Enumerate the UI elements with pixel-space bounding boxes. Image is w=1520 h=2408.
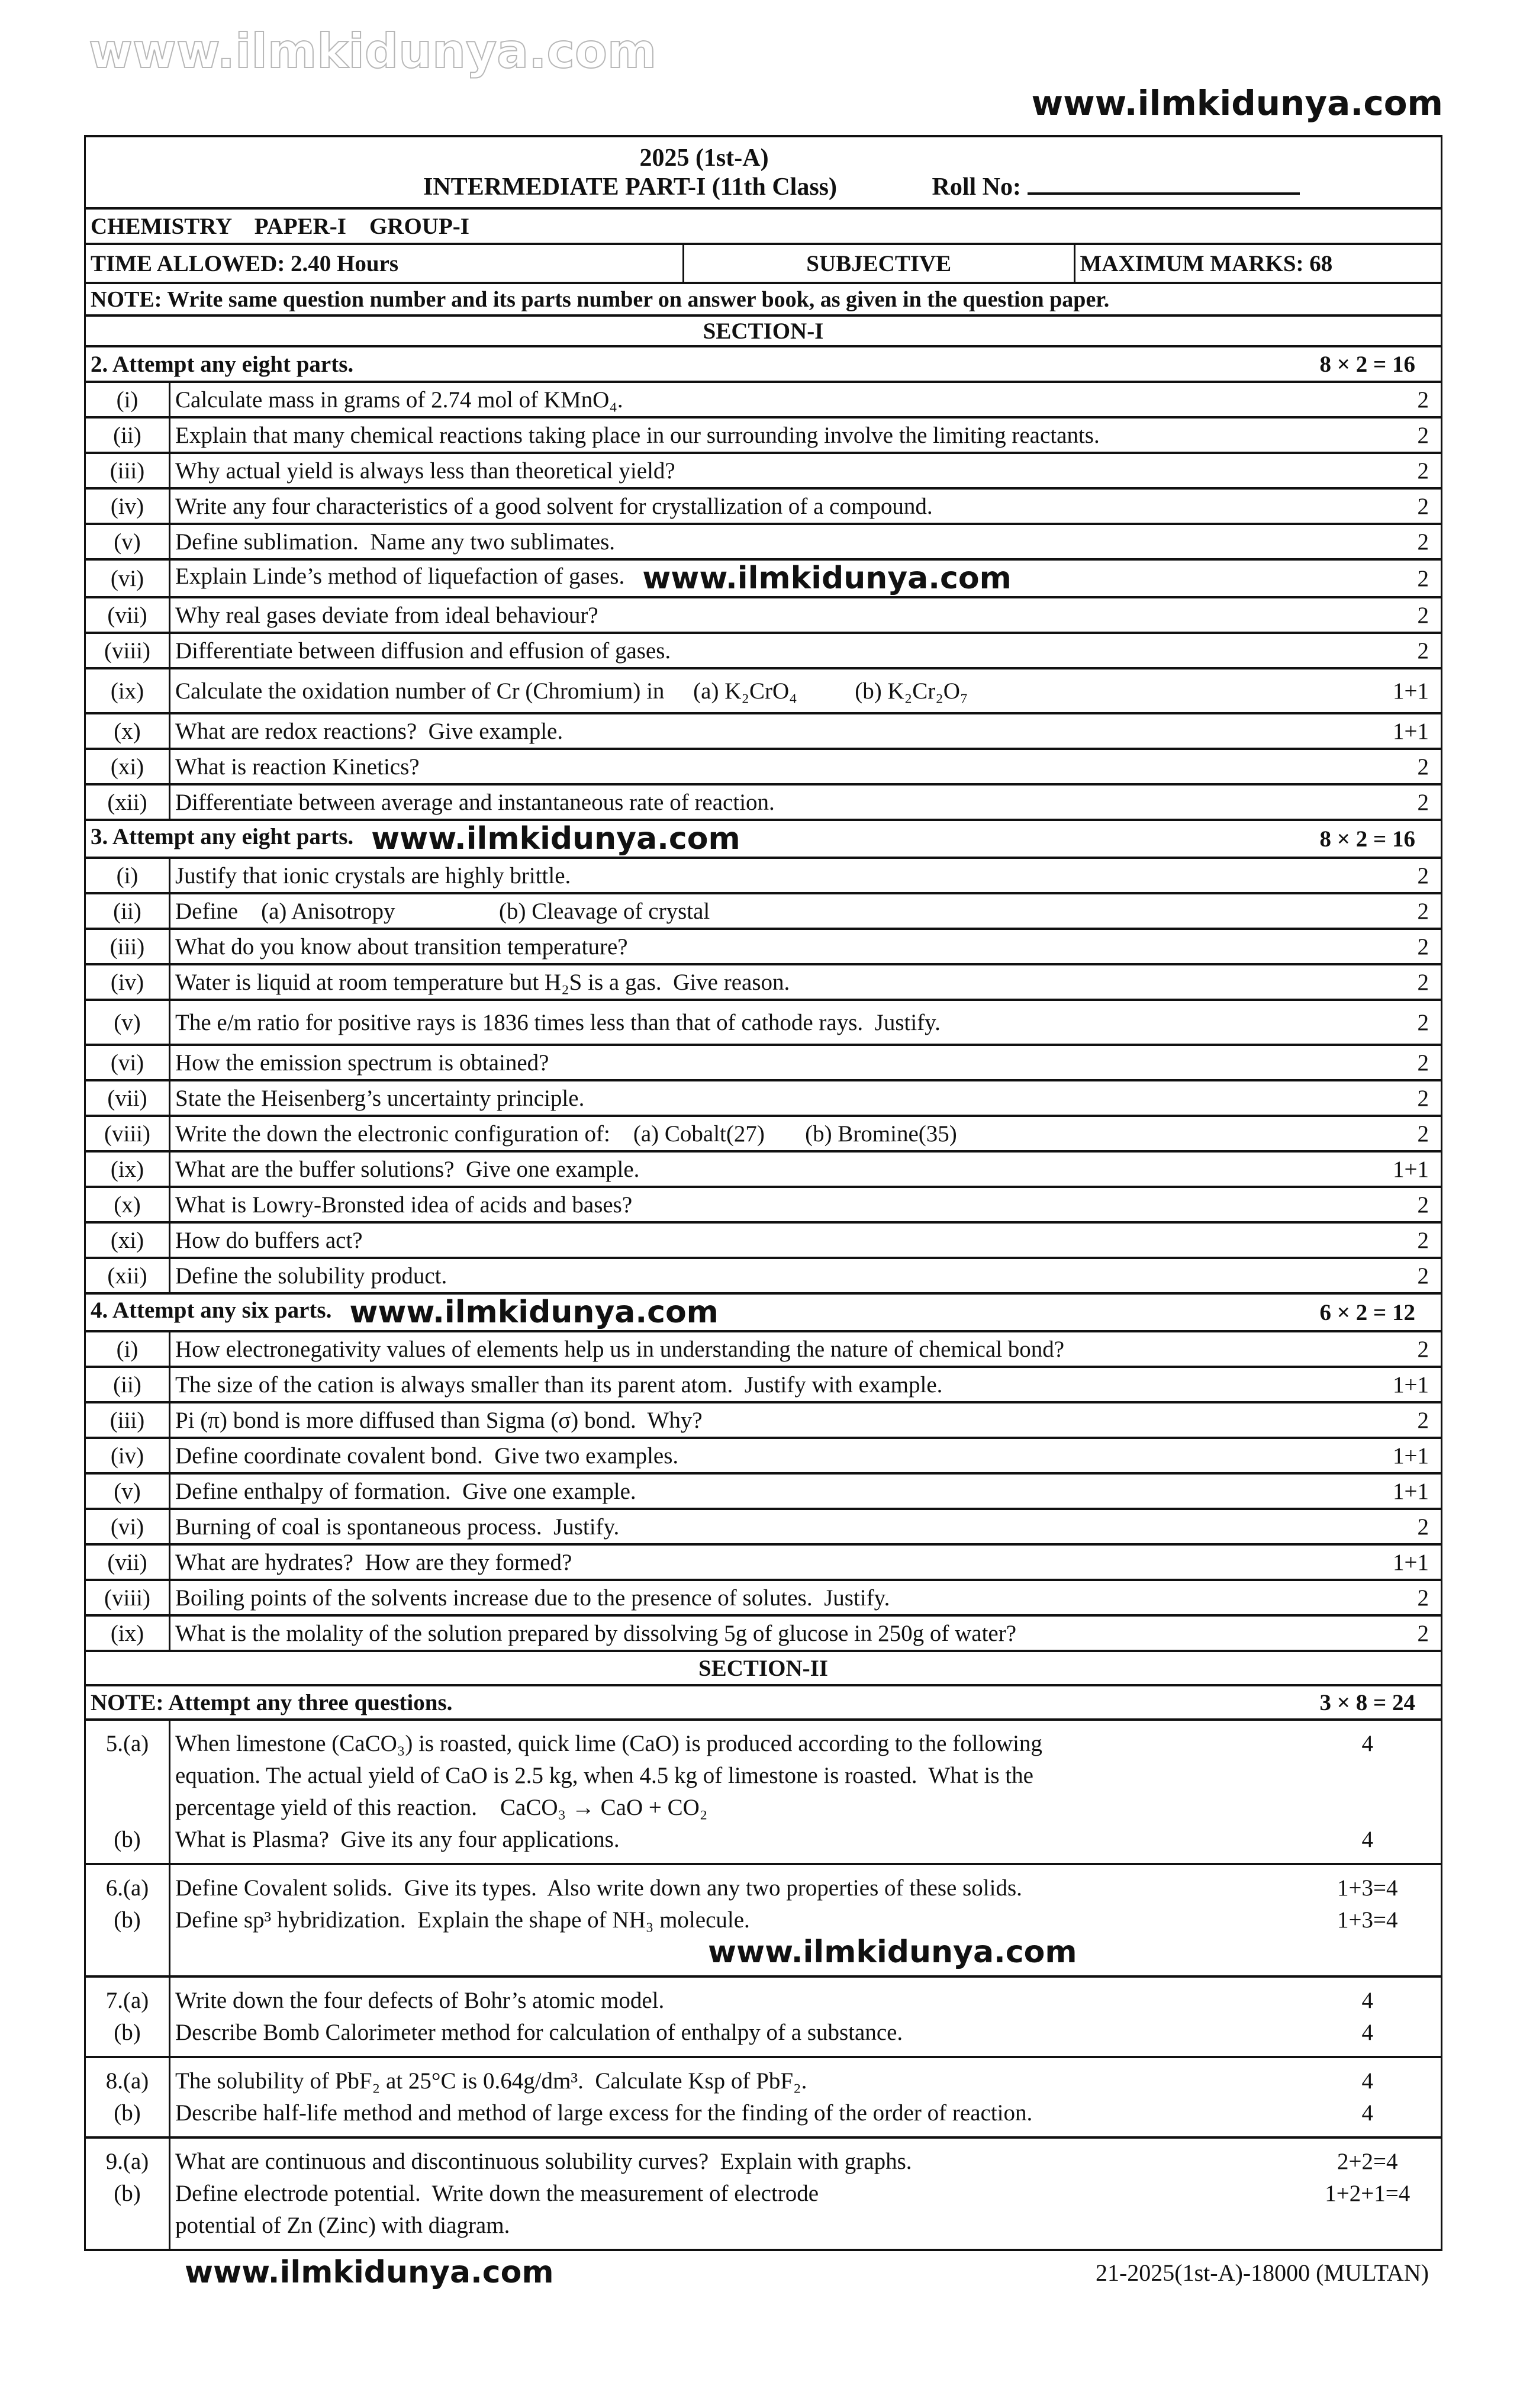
part-marks: 2 <box>1294 1615 1442 1651</box>
part-text: Define the solubility product. <box>175 1263 447 1289</box>
part-marks: 2 <box>1294 1080 1442 1116</box>
question-part <box>85 668 1442 713</box>
question-marks <box>1294 2137 1442 2250</box>
part-text-cell <box>170 382 1294 417</box>
roll-no-field[interactable] <box>1028 172 1300 195</box>
long-question <box>85 2057 1442 2137</box>
part-text: How the emission spectrum is obtained? <box>175 1050 549 1076</box>
part-number: (i) <box>85 858 170 893</box>
part-text: What are the buffer solutions? Give one example. <box>175 1156 640 1182</box>
part-text-cell <box>170 488 1294 524</box>
part-text-cell <box>170 784 1294 820</box>
part-text-cell <box>170 597 1294 633</box>
question-part <box>85 1000 1442 1045</box>
question-marks <box>1294 1720 1442 1864</box>
note: NOTE: Write same question number and its parts number on answer book, as given in the question paper. <box>85 283 1442 316</box>
part-number: (viii) <box>85 1116 170 1151</box>
maximum-marks: MAXIMUM MARKS: 68 <box>1075 244 1442 283</box>
part-text-cell <box>170 1187 1294 1222</box>
question-heading-text: 3. Attempt any eight parts. <box>91 823 354 849</box>
question-part <box>85 749 1442 784</box>
part-number: 7.(a) <box>105 1988 149 2013</box>
part-marks: 2 <box>1294 1187 1442 1222</box>
part-text-cell <box>170 929 1294 964</box>
question-marks: 6 × 2 = 12 <box>1294 1293 1442 1331</box>
part-text: The e/m ratio for positive rays is 1836 times less than that of cathode rays. Justify. <box>175 1009 941 1035</box>
part-marks: 2 <box>1294 382 1442 417</box>
part-text-cell <box>170 633 1294 668</box>
part-number: (b) <box>114 2020 141 2045</box>
question-part <box>85 713 1442 749</box>
part-text: What are hydrates? How are they formed? <box>175 1549 572 1575</box>
part-text-line: What is Plasma? Give its any four applications. <box>175 1827 620 1852</box>
time-allowed: TIME ALLOWED: 2.40 Hours <box>86 245 684 282</box>
part-marks: 2 <box>1294 893 1442 929</box>
question-part <box>85 964 1442 1000</box>
part-marks: 2 <box>1294 1331 1442 1367</box>
part-text: Why actual yield is always less than theoretical yield? <box>175 458 675 484</box>
part-number: (vi) <box>85 1509 170 1544</box>
long-question <box>85 1720 1442 1864</box>
part-marks: 2 <box>1294 964 1442 1000</box>
part-number: (iii) <box>85 453 170 488</box>
question-part <box>85 1367 1442 1402</box>
part-text-cell <box>170 1331 1294 1367</box>
part-marks: 4 <box>1361 1827 1373 1852</box>
part-marks: 2 <box>1294 524 1442 559</box>
question-part <box>85 1258 1442 1293</box>
part-marks: 1+1 <box>1294 668 1442 713</box>
part-marks: 2 <box>1294 1222 1442 1258</box>
part-text-cell <box>170 524 1294 559</box>
part-text: Differentiate between average and instantaneous rate of reaction. <box>175 789 775 815</box>
part-text-cell <box>170 559 1294 597</box>
part-text-cell <box>170 1045 1294 1080</box>
part-text: Water is liquid at room temperature but H₂S is a gas. Give reason. <box>175 969 790 995</box>
part-text: Boiling points of the solvents increase due to the presence of solutes. Justify. <box>175 1585 890 1611</box>
part-marks: 1+2+1=4 <box>1325 2181 1410 2206</box>
question-heading-cell <box>85 1293 1294 1331</box>
part-marks: 2 <box>1294 929 1442 964</box>
question-part <box>85 784 1442 820</box>
part-number: (xii) <box>85 784 170 820</box>
question-heading-cell <box>85 346 1294 382</box>
question-number <box>85 1720 170 1864</box>
question-part <box>85 1080 1442 1116</box>
part-number: (b) <box>114 2181 141 2206</box>
part-marks: 1+1 <box>1294 713 1442 749</box>
part-number: (ix) <box>85 1151 170 1187</box>
question-part <box>85 1509 1442 1544</box>
question-part <box>85 1331 1442 1367</box>
question-heading-text: 4. Attempt any six parts. <box>91 1297 332 1323</box>
part-text-cell <box>170 1258 1294 1293</box>
part-number: (ix) <box>85 1615 170 1651</box>
part-text-cell <box>170 1151 1294 1187</box>
part-text-line: percentage yield of this reaction. CaCO₃ → CaO + CO₂ <box>175 1795 708 1820</box>
part-text: Explain Linde’s method of liquefaction of gases. <box>175 563 625 589</box>
part-marks: 2 <box>1294 453 1442 488</box>
question-heading <box>85 1293 1442 1331</box>
question-paper <box>84 135 1442 2251</box>
part-marks: 2 <box>1294 597 1442 633</box>
part-marks: 2 <box>1294 1580 1442 1615</box>
question-part <box>85 1473 1442 1509</box>
part-text-cell <box>170 417 1294 453</box>
subject-line: CHEMISTRY PAPER-I GROUP-I <box>85 208 1442 244</box>
exam-year: 2025 (1st-A) <box>639 144 769 172</box>
part-number: (xi) <box>85 749 170 784</box>
part-marks: 1+1 <box>1294 1438 1442 1473</box>
part-text-cell <box>170 1000 1294 1045</box>
long-question <box>85 2137 1442 2250</box>
part-number: (xii) <box>85 1258 170 1293</box>
part-text-cell <box>170 858 1294 893</box>
part-text-cell <box>170 1473 1294 1509</box>
question-number <box>85 2137 170 2250</box>
part-number: 5.(a) <box>105 1731 149 1756</box>
part-number: (vii) <box>85 1544 170 1580</box>
long-question <box>85 1864 1442 1976</box>
question-part <box>85 382 1442 417</box>
part-number: (i) <box>85 382 170 417</box>
part-text: What is Lowry-Bronsted idea of acids and bases? <box>175 1192 633 1218</box>
paper-type: SUBJECTIVE <box>684 245 1075 282</box>
watermark-bottom: www.ilmkidunya.com <box>185 2255 554 2290</box>
part-marks: 2 <box>1294 488 1442 524</box>
part-number: (iii) <box>85 929 170 964</box>
question-part <box>85 1580 1442 1615</box>
part-marks: 2 <box>1294 1000 1442 1045</box>
part-text-line: Describe Bomb Calorimeter method for calculation of enthalpy of a substance. <box>175 2020 903 2045</box>
question-marks: 8 × 2 = 16 <box>1294 346 1442 382</box>
question-heading-text: 2. Attempt any eight parts. <box>91 351 354 377</box>
question-text <box>170 1864 1294 1976</box>
question-text <box>170 2137 1294 2250</box>
part-text: What are redox reactions? Give example. <box>175 718 563 744</box>
part-number: (v) <box>85 1000 170 1045</box>
question-heading <box>85 820 1442 858</box>
part-marks: 4 <box>1361 1731 1373 1756</box>
question-marks <box>1294 2057 1442 2137</box>
part-text-cell <box>170 668 1294 713</box>
part-text-line: When limestone (CaCO₃) is roasted, quick lime (CaO) is produced according to the following <box>175 1731 1042 1756</box>
part-text-cell <box>170 893 1294 929</box>
part-text: Define sublimation. Name any two sublimates. <box>175 529 616 555</box>
section-2-marks: 3 × 8 = 24 <box>1294 1685 1442 1720</box>
part-text-cell <box>170 1222 1294 1258</box>
part-text-cell <box>170 749 1294 784</box>
part-number: (viii) <box>85 633 170 668</box>
part-marks: 4 <box>1361 2068 1373 2094</box>
part-text: Burning of coal is spontaneous process. Justify. <box>175 1514 620 1540</box>
part-text-cell <box>170 713 1294 749</box>
part-marks: 1+1 <box>1294 1473 1442 1509</box>
part-number: (iv) <box>85 488 170 524</box>
part-marks: 2 <box>1294 1509 1442 1544</box>
part-text: What do you know about transition temperature? <box>175 933 628 960</box>
part-marks: 2 <box>1294 784 1442 820</box>
part-text: Write the down the electronic configuration of: (a) Cobalt(27) (b) Bromine(35) <box>175 1121 957 1147</box>
part-text: State the Heisenberg’s uncertainty principle. <box>175 1085 585 1111</box>
question-part <box>85 1438 1442 1473</box>
section-1-title: SECTION-I <box>85 316 1442 346</box>
part-text: Write any four characteristics of a good solvent for crystallization of a compound. <box>175 493 933 519</box>
part-number: (x) <box>85 1187 170 1222</box>
watermark-top: www.ilmkidunya.com <box>1031 83 1443 123</box>
question-part <box>85 1544 1442 1580</box>
question-heading-cell <box>85 820 1294 858</box>
part-text: Why real gases deviate from ideal behaviour? <box>175 602 598 628</box>
part-text-cell <box>170 1544 1294 1580</box>
question-part <box>85 893 1442 929</box>
part-marks: 1+3=4 <box>1337 1875 1398 1901</box>
part-marks: 1+1 <box>1294 1367 1442 1402</box>
watermark: www.ilmkidunya.com <box>708 1934 1077 1970</box>
part-marks: 2 <box>1294 417 1442 453</box>
part-number: (b) <box>114 1907 141 1933</box>
watermark: www.ilmkidunya.com <box>642 561 1012 596</box>
part-marks: 4 <box>1361 1988 1373 2013</box>
part-number: (vi) <box>85 559 170 597</box>
part-text-line: Define Covalent solids. Give its types. Also write down any two properties of these solids. <box>175 1875 1022 1901</box>
part-text-line: Define sp³ hybridization. Explain the shape of NH₃ molecule. <box>175 1907 750 1933</box>
part-marks: 1+3=4 <box>1337 1907 1398 1933</box>
part-number: 8.(a) <box>105 2068 149 2094</box>
part-marks: 2+2=4 <box>1337 2149 1398 2174</box>
part-number: 6.(a) <box>105 1875 149 1901</box>
part-text: How electronegativity values of elements help us in understanding the nature of chemical bond? <box>175 1336 1065 1362</box>
part-text-line: The solubility of PbF₂ at 25°C is 0.64g/dm³. Calculate Ksp of PbF₂. <box>175 2068 807 2094</box>
part-marks: 4 <box>1361 2100 1373 2126</box>
part-number: (vi) <box>85 1045 170 1080</box>
part-number: (ii) <box>85 893 170 929</box>
question-part <box>85 597 1442 633</box>
footer <box>84 2255 1441 2290</box>
part-text: What is the molality of the solution prepared by dissolving 5g of glucose in 250g of water? <box>175 1620 1017 1646</box>
question-part <box>85 453 1442 488</box>
question-marks <box>1294 1976 1442 2057</box>
part-text: How do buffers act? <box>175 1227 363 1253</box>
part-number: (ii) <box>85 1367 170 1402</box>
part-text-cell <box>170 1580 1294 1615</box>
part-number: (x) <box>85 713 170 749</box>
part-marks: 4 <box>1361 2020 1373 2045</box>
question-part <box>85 524 1442 559</box>
part-text-line: Define electrode potential. Write down the measurement of electrode <box>175 2181 819 2206</box>
part-text-line: equation. The actual yield of CaO is 2.5 kg, when 4.5 kg of limestone is roasted. What is the <box>175 1763 1033 1788</box>
part-text: Pi (π) bond is more diffused than Sigma (σ) bond. Why? <box>175 1407 703 1433</box>
part-text: Differentiate between diffusion and effusion of gases. <box>175 638 671 664</box>
part-marks: 2 <box>1294 749 1442 784</box>
part-text-cell <box>170 1080 1294 1116</box>
part-marks: 1+1 <box>1294 1151 1442 1187</box>
part-marks: 2 <box>1294 633 1442 668</box>
part-number: (vii) <box>85 597 170 633</box>
part-number: (b) <box>114 1827 141 1852</box>
part-marks: 2 <box>1294 1116 1442 1151</box>
part-number: (v) <box>85 524 170 559</box>
roll-no-label: Roll No: <box>932 173 1022 201</box>
watermark-outline: www.ilmkidunya.com <box>89 24 657 79</box>
part-text-cell <box>170 1367 1294 1402</box>
part-text-line: Describe half-life method and method of large excess for the finding of the order of reaction. <box>175 2100 1033 2126</box>
part-number: (viii) <box>85 1580 170 1615</box>
part-text-cell <box>170 1402 1294 1438</box>
paper-container <box>84 135 1441 2290</box>
part-text-line: What are continuous and discontinuous solubility curves? Explain with graphs. <box>175 2149 912 2174</box>
question-part <box>85 1222 1442 1258</box>
question-part <box>85 1116 1442 1151</box>
question-part <box>85 633 1442 668</box>
part-number: (vii) <box>85 1080 170 1116</box>
part-text-cell <box>170 453 1294 488</box>
question-part <box>85 1615 1442 1651</box>
part-number: (iii) <box>85 1402 170 1438</box>
part-text: What is reaction Kinetics? <box>175 754 420 780</box>
part-number: (ii) <box>85 417 170 453</box>
part-text-cell <box>170 1116 1294 1151</box>
part-marks: 2 <box>1294 1402 1442 1438</box>
part-text-cell <box>170 1615 1294 1651</box>
question-part <box>85 417 1442 453</box>
question-part <box>85 559 1442 597</box>
part-number: (i) <box>85 1331 170 1367</box>
part-text: Define coordinate covalent bond. Give two examples. <box>175 1443 679 1469</box>
part-text: Calculate mass in grams of 2.74 mol of KMnO₄. <box>175 387 623 413</box>
part-number: (v) <box>85 1473 170 1509</box>
part-number: (iv) <box>85 964 170 1000</box>
question-number <box>85 2057 170 2137</box>
question-marks: 8 × 2 = 16 <box>1294 820 1442 858</box>
question-part <box>85 1151 1442 1187</box>
question-part <box>85 1402 1442 1438</box>
part-number: (ix) <box>85 668 170 713</box>
part-number: (xi) <box>85 1222 170 1258</box>
part-text-cell <box>170 964 1294 1000</box>
long-question <box>85 1976 1442 2057</box>
part-text-cell <box>170 1438 1294 1473</box>
part-marks: 2 <box>1294 559 1442 597</box>
part-text: The size of the cation is always smaller than its parent atom. Justify with example. <box>175 1372 943 1398</box>
part-number: (b) <box>114 2100 141 2126</box>
part-marks: 2 <box>1294 858 1442 893</box>
question-text <box>170 2057 1294 2137</box>
part-number: 9.(a) <box>105 2149 149 2174</box>
part-marks: 1+1 <box>1294 1544 1442 1580</box>
question-part <box>85 1045 1442 1080</box>
part-text-line: potential of Zn (Zinc) with diagram. <box>175 2213 510 2238</box>
part-text: Explain that many chemical reactions taking place in our surrounding involve the limiting reactants. <box>175 422 1100 448</box>
section-2-title: SECTION-II <box>85 1651 1442 1685</box>
part-text: Define enthalpy of formation. Give one example. <box>175 1478 636 1504</box>
section-2-note: NOTE: Attempt any three questions. <box>85 1685 1294 1720</box>
part-text: Justify that ionic crystals are highly brittle. <box>175 862 571 888</box>
part-text-cell <box>170 1509 1294 1544</box>
question-part <box>85 929 1442 964</box>
question-number <box>85 1976 170 2057</box>
part-marks: 2 <box>1294 1258 1442 1293</box>
question-marks <box>1294 1864 1442 1976</box>
part-text: Define (a) Anisotropy (b) Cleavage of crystal <box>175 898 710 924</box>
paper-code: 21-2025(1st-A)-18000 (MULTAN) <box>1095 2259 1429 2286</box>
question-heading <box>85 346 1442 382</box>
question-part <box>85 1187 1442 1222</box>
part-number: (iv) <box>85 1438 170 1473</box>
watermark: www.ilmkidunya.com <box>371 821 740 857</box>
question-number <box>85 1864 170 1976</box>
part-text: Calculate the oxidation number of Cr (Chromium) in (a) K₂CrO₄ (b) K₂Cr₂O₇ <box>175 678 968 704</box>
question-part <box>85 488 1442 524</box>
part-marks: 2 <box>1294 1045 1442 1080</box>
question-text <box>170 1976 1294 2057</box>
watermark: www.ilmkidunya.com <box>349 1295 719 1330</box>
part-text-line: Write down the four defects of Bohr’s atomic model. <box>175 1988 665 2013</box>
exam-class: INTERMEDIATE PART-I (11th Class) <box>423 173 838 201</box>
question-text <box>170 1720 1294 1864</box>
question-part <box>85 858 1442 893</box>
